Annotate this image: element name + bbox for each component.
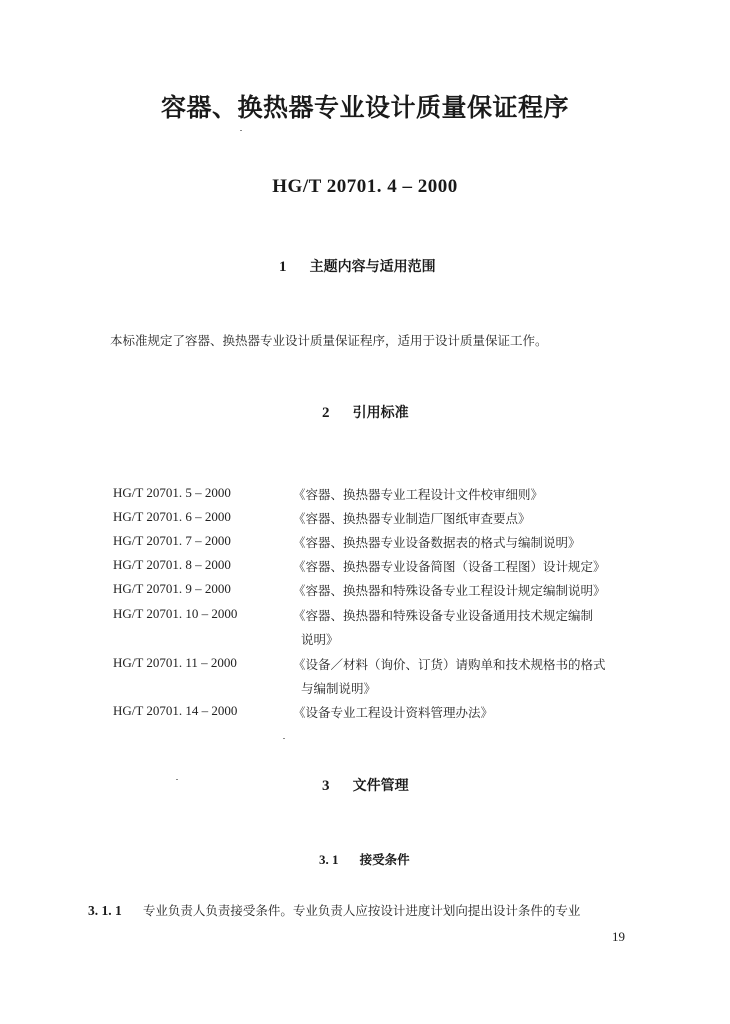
- reference-code: HG/T 20701. 10 – 2000: [113, 606, 238, 621]
- section-3-heading: [322, 775, 409, 795]
- page-number: 19: [612, 929, 625, 944]
- section-2-heading: [322, 402, 409, 422]
- reference-code: HG/T 20701. 7 – 2000: [113, 533, 231, 548]
- reference-code: HG/T 20701. 5 – 2000: [113, 485, 231, 500]
- reference-title: 《容器、换热器专业设备简图（设备工程图）设计规定》: [293, 559, 606, 574]
- subsection-3-1-heading: [319, 849, 410, 868]
- reference-title: 《设备／材料（询价、订货）请购单和技术规格书的格式: [293, 657, 606, 672]
- subsection-3-1-number: 3. 1: [319, 852, 339, 867]
- scan-speck: [240, 130, 242, 131]
- reference-title-continued: 与编制说明》: [301, 681, 377, 696]
- reference-title: 《容器、换热器和特殊设备专业工程设计规定编制说明》: [293, 583, 606, 598]
- scan-speck: [283, 738, 285, 739]
- section-3-title: 文件管理: [352, 778, 409, 794]
- reference-title: 《容器、换热器专业工程设计文件校审细则》: [293, 487, 544, 502]
- section-1-paragraph: 本标准规定了容器、换热器专业设计质量保证程序，适用于设计质量保证工作。: [110, 333, 548, 348]
- reference-code: HG/T 20701. 8 – 2000: [113, 557, 231, 572]
- reference-code: HG/T 20701. 6 – 2000: [113, 509, 231, 524]
- reference-title: 《容器、换热器专业制造厂图纸审查要点》: [293, 511, 531, 526]
- reference-title-continued: 说明》: [301, 632, 339, 647]
- reference-code: HG/T 20701. 9 – 2000: [113, 581, 231, 596]
- section-1-title: 主题内容与适用范围: [309, 259, 436, 275]
- section-2-number: 2: [322, 405, 330, 421]
- subsection-3-1-title: 接受条件: [359, 852, 410, 867]
- document-title: 容器、换热器专业设计质量保证程序: [160, 93, 569, 122]
- section-3-number: 3: [322, 778, 330, 794]
- reference-code: HG/T 20701. 11 – 2000: [113, 655, 237, 670]
- section-1-number: 1: [279, 259, 287, 275]
- reference-title: 《容器、换热器专业设备数据表的格式与编制说明》: [293, 535, 581, 550]
- clause-number: 3. 1. 1: [88, 903, 122, 918]
- reference-code: HG/T 20701. 14 – 2000: [113, 703, 238, 718]
- clause-text: 专业负责人负责接受条件。专业负责人应按设计进度计划向提出设计条件的专业: [142, 903, 581, 918]
- section-2-title: 引用标准: [352, 405, 409, 421]
- reference-title: 《设备专业工程设计资料管理办法》: [293, 705, 494, 720]
- reference-title: 《容器、换热器和特殊设备专业设备通用技术规定编制: [293, 608, 594, 623]
- standard-code: HG/T 20701. 4 – 2000: [272, 176, 458, 197]
- section-1-heading: [279, 256, 436, 276]
- scan-speck: [176, 779, 178, 780]
- clause-3-1-1: [88, 900, 580, 919]
